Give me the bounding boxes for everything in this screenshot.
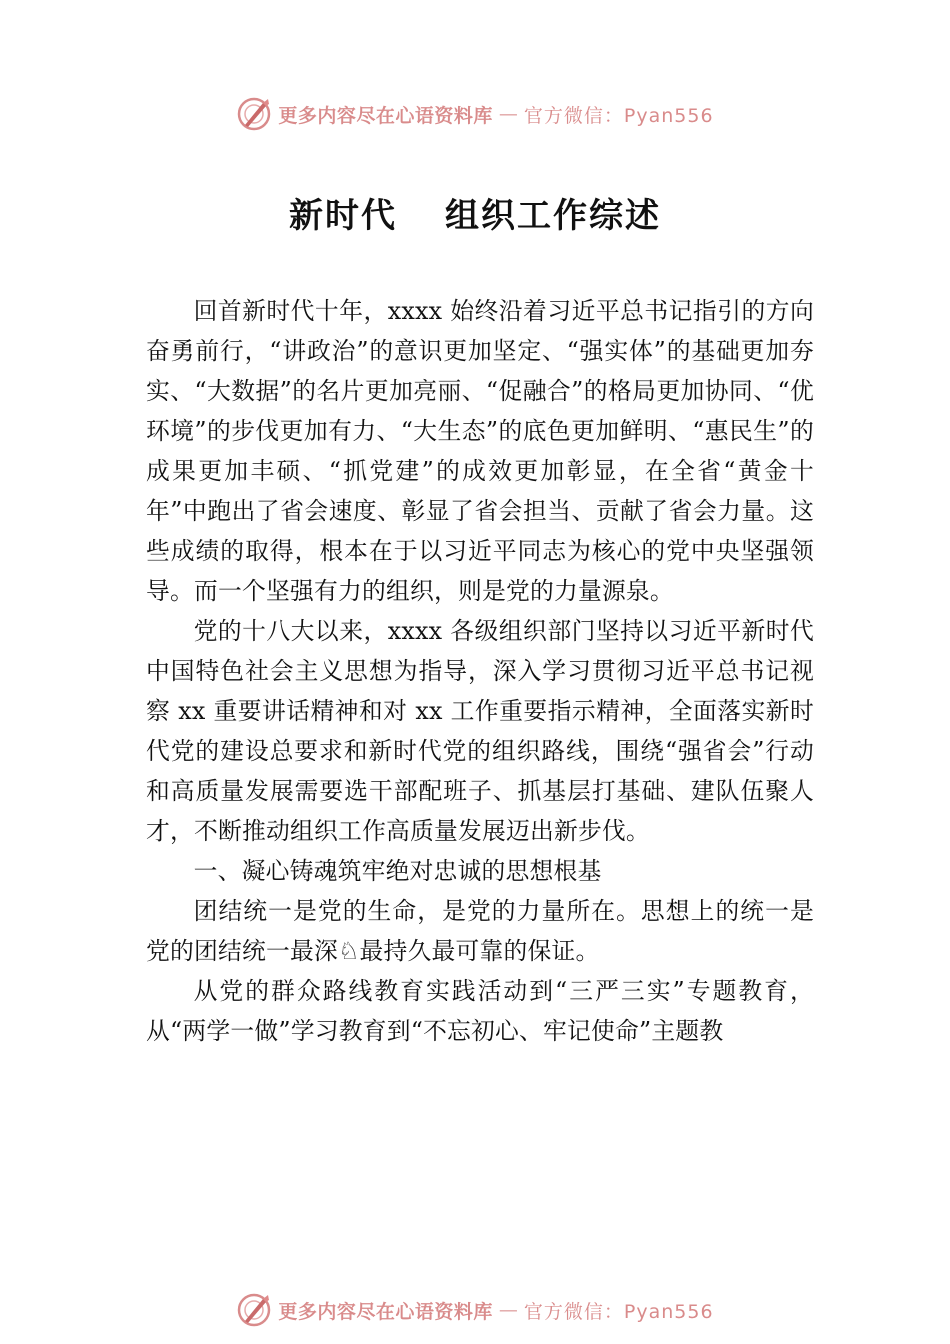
paragraph-unity: 团结统一是党的生命，是党的力量所在。思想上的统一是党的团结统一最深♘最持久最可靠的保证。 xyxy=(146,897,814,965)
paragraph-overview: 党的十八大以来，xxxx 各级组织部门坚持以习近平新时代中国特色社会主义思想为指导，深入学习贯彻习近平总书记视察 xx 重要讲话精神和对 xx 工作重要指示精神，全面落实新时代党的建设总要求和新时代党的组织路线，围绕“强省会”行动和高质量发展需要选干部配班子、抓基层打基础、建队伍聚人才，不断推动组织工作高质量发展迈出新步伐。 xyxy=(146,617,814,845)
document-body xyxy=(146,291,814,1051)
watermark-contact: 官方微信：Pyan556 xyxy=(523,1300,714,1323)
watermark-header xyxy=(0,92,950,136)
watermark-footer xyxy=(0,1288,950,1332)
watermark-contact: 官方微信：Pyan556 xyxy=(523,104,714,127)
watermark-separator: — xyxy=(498,103,518,125)
quill-logo-icon xyxy=(236,1292,272,1328)
title-part-2: 组织工作综述 xyxy=(445,196,661,236)
document-title xyxy=(0,188,950,237)
paragraph-education: 从党的群众路线教育实践活动到“三严三实”专题教育，从“两学一做”学习教育到“不忘初心、牢记使命”主题教 xyxy=(146,977,814,1045)
watermark-brand-text: 更多内容尽在心语资料库 xyxy=(278,1300,493,1323)
watermark-brand-text: 更多内容尽在心语资料库 xyxy=(278,104,493,127)
title-part-1: 新时代 xyxy=(289,196,397,236)
quill-logo-icon xyxy=(236,96,272,132)
section-heading-1: 一、凝心铸魂筑牢绝对忠诚的思想根基 xyxy=(193,857,602,885)
paragraph-intro: 回首新时代十年，xxxx 始终沿着习近平总书记指引的方向奋勇前行，“讲政治”的意识更加坚定、“强实体”的基础更加夯实、“大数据”的名片更加亮丽、“促融合”的格局更加协同、“优环境”的步伐更加有力、“大生态”的底色更加鲜明、“惠民生”的成果更加丰硕、“抓党建”的成效更加彰显，在全省“黄金十年”中跑出了省会速度、彰显了省会担当、贡献了省会力量。这些成绩的取得，根本在于以习近平同志为核心的党中央坚强领导。而一个坚强有力的组织，则是党的力量源泉。 xyxy=(146,297,814,605)
watermark-separator: — xyxy=(498,1299,518,1321)
